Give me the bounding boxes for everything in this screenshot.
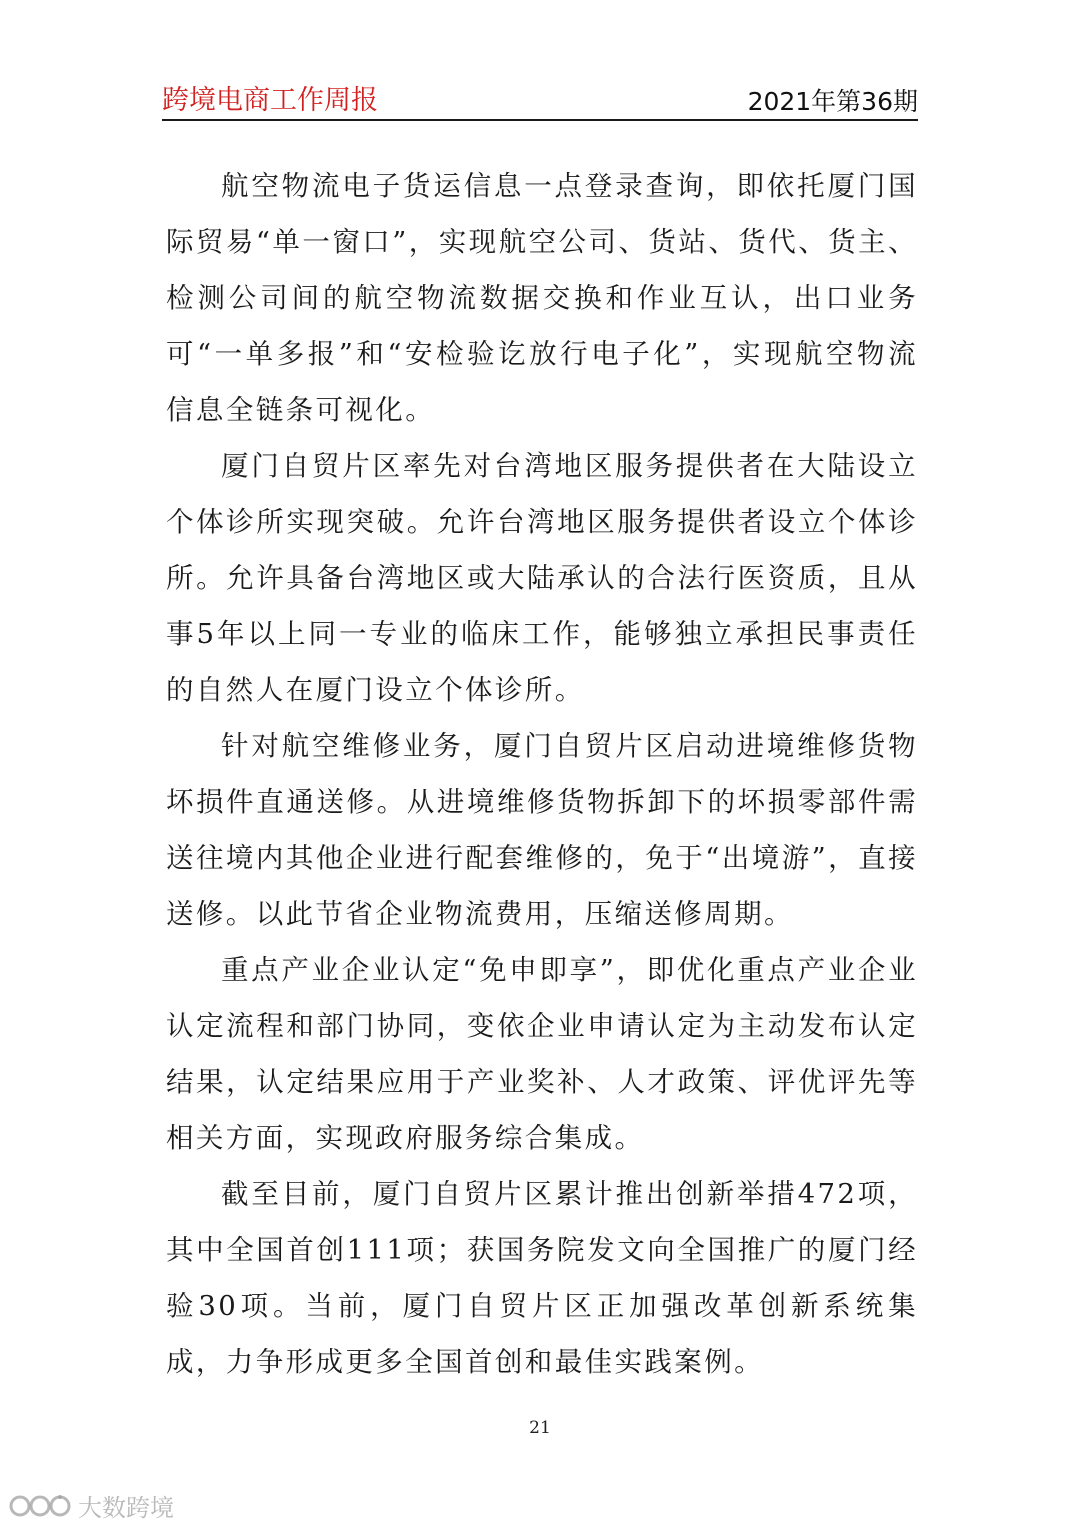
issue-number: 2021年第36期 bbox=[747, 87, 918, 116]
logo-icon bbox=[8, 1492, 72, 1520]
paragraph: 针对航空维修业务，厦门自贸片区启动进境维修货物坏损件直通送修。从进境维修货物拆卸下的坏损零部件需送往境内其他企业进行配套维修的，免于“出境游”，直接送修。以此节省企业物流费用，压缩送修周期。 bbox=[166, 730, 918, 930]
watermark bbox=[8, 1488, 174, 1523]
header-divider bbox=[162, 119, 918, 121]
publication-title: 跨境电商工作周报 bbox=[162, 85, 378, 116]
paragraph: 重点产业企业认定“免申即享”，即优化重点产业企业认定流程和部门协同，变依企业申请认定为主动发布认定结果，认定结果应用于产业奖补、人才政策、评优评先等相关方面，实现政府服务综合集成。 bbox=[166, 954, 918, 1154]
page-number: 21 bbox=[529, 1418, 551, 1438]
paragraph: 截至目前，厦门自贸片区累计推出创新举措472项，其中全国首创111项；获国务院发文向全国推广的厦门经验30项。当前，厦门自贸片区正加强改革创新系统集成，力争形成更多全国首创和最佳实践案例。 bbox=[166, 1178, 918, 1378]
page-header bbox=[162, 74, 918, 114]
paragraph: 航空物流电子货运信息一点登录查询，即依托厦门国际贸易“单一窗口”，实现航空公司、货站、货代、货主、检测公司间的航空物流数据交换和作业互认，出口业务可“一单多报”和“安检验讫放行电子化”，实现航空物流信息全链条可视化。 bbox=[166, 170, 918, 426]
article-body bbox=[166, 158, 918, 1390]
watermark-text: 大数跨境 bbox=[78, 1494, 174, 1522]
paragraph: 厦门自贸片区率先对台湾地区服务提供者在大陆设立个体诊所实现突破。允许台湾地区服务提供者设立个体诊所。允许具备台湾地区或大陆承认的合法行医资质，且从事5年以上同一专业的临床工作，能够独立承担民事责任的自然人在厦门设立个体诊所。 bbox=[166, 450, 918, 706]
